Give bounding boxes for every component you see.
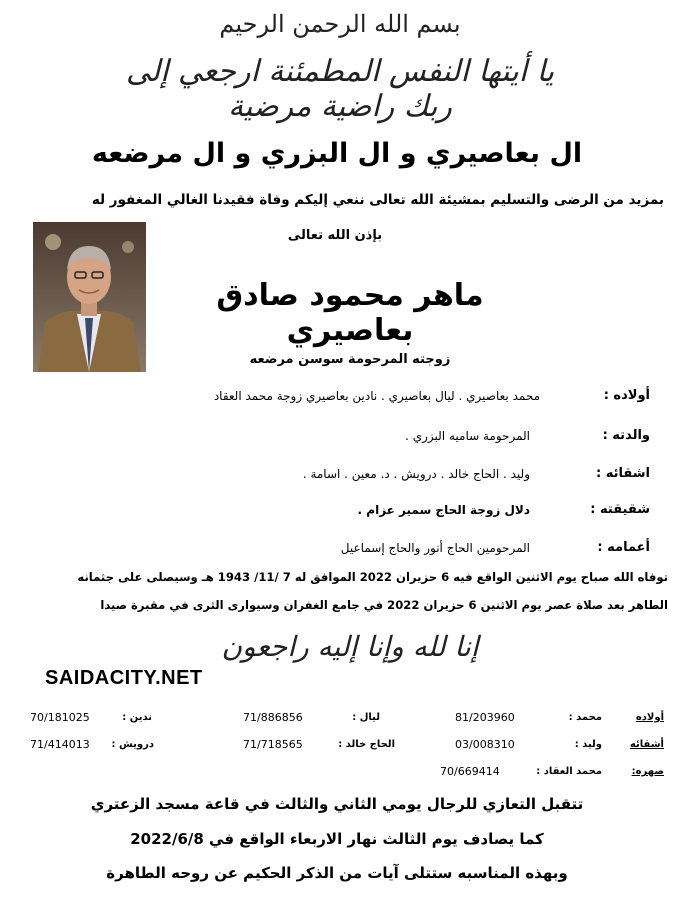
- deceased-name: ماهر محمود صادق بعاصيري: [216, 278, 484, 348]
- contacts-brothers-label: أشقائه: [629, 739, 664, 750]
- relative-label-sons: أولاده :: [603, 388, 650, 403]
- contact-name: محمد العقاد :: [536, 766, 602, 777]
- contact-number: 81/203960: [455, 711, 515, 724]
- funeral-line-1: توفاه الله صباح يوم الاثنين الواقع فيه 6 حزيران 2022 الموافق له 7 /11/ 1943 هـ وسيصلى على جثمانه: [77, 570, 668, 584]
- relative-value-sister: دلال زوجة الحاج سمير عزام .: [357, 503, 530, 517]
- contact-name: محمد :: [568, 712, 602, 723]
- contact-number: 71/414013: [30, 738, 90, 751]
- relative-value-sons: محمد بعاصيري . ليال بعاصيري . نادين بعاصيري زوجة محمد العقاد: [213, 389, 540, 403]
- wife-line: زوجته المرحومة سوسن مرضعه: [249, 352, 451, 367]
- condolence-line-3: وبهذه المناسبه ستتلى آيات من الذكر الحكيم عن روحه الطاهرة: [106, 864, 568, 882]
- contact-name: ندين :: [122, 712, 152, 723]
- contacts-sons-label: أولاده: [635, 712, 664, 723]
- quran-phrase-calligraphy: إنا لله وإنا إليه راجعون: [221, 630, 479, 663]
- contact-number: 70/181025: [30, 711, 90, 724]
- contacts-inlaw-label: صهره:: [631, 766, 664, 777]
- families-title: ال بعاصيري و ال البزري و ال مرضعه: [91, 138, 583, 169]
- condolence-line-1: تتقبل التعازي للرجال يومي الثاني والثالث في قاعة مسجد الزعتري: [90, 795, 584, 813]
- relative-label-mother: والدته :: [602, 428, 650, 443]
- basmala-calligraphy: بسم الله الرحمن الرحيم: [219, 10, 461, 38]
- contact-name: ليال :: [352, 712, 380, 723]
- relative-label-sister: شقيقته :: [590, 502, 650, 517]
- site-watermark: SAIDACITY.NET: [45, 667, 203, 689]
- contact-number: 70/669414: [440, 765, 500, 778]
- relative-value-uncles: المرحومين الحاج أنور والحاج إسماعيل: [340, 541, 530, 555]
- relative-value-mother: المرحومة ساميه البزري .: [405, 429, 530, 443]
- intro-line-1: بمزيد من الرضى والتسليم بمشيئة الله تعالى ننعي إليكم وفاة فقيدنا الغالي المغفور له: [91, 192, 664, 208]
- contact-number: 03/008310: [455, 738, 515, 751]
- contact-name: وليد :: [574, 739, 602, 750]
- contact-name: درويش :: [111, 739, 154, 750]
- verse-calligraphy: يا أيتها النفس المطمئنة ارجعي إلى ربك راضية مرضية: [125, 54, 555, 124]
- contact-number: 71/886856: [243, 711, 303, 724]
- deceased-photo: [33, 222, 146, 372]
- relative-label-brothers: اشقائه :: [596, 466, 650, 481]
- contact-number: 71/718565: [243, 738, 303, 751]
- relative-value-brothers: وليد . الحاج خالد . درويش . د. معين . اسامة .: [302, 467, 530, 481]
- condolence-line-2: كما يصادف يوم الثالث نهار الاربعاء الواقع في 2022/6/8: [130, 830, 544, 848]
- contact-name: الحاج خالد :: [338, 739, 395, 750]
- funeral-line-2: الطاهر بعد صلاة عصر يوم الاثنين 6 حزيران 2022 في جامع الغفران وسيوارى الثرى في مقبرة صيدا: [100, 598, 668, 612]
- intro-line-2: بإذن الله تعالى: [287, 228, 383, 243]
- relative-label-uncles: أعمامه :: [597, 540, 650, 555]
